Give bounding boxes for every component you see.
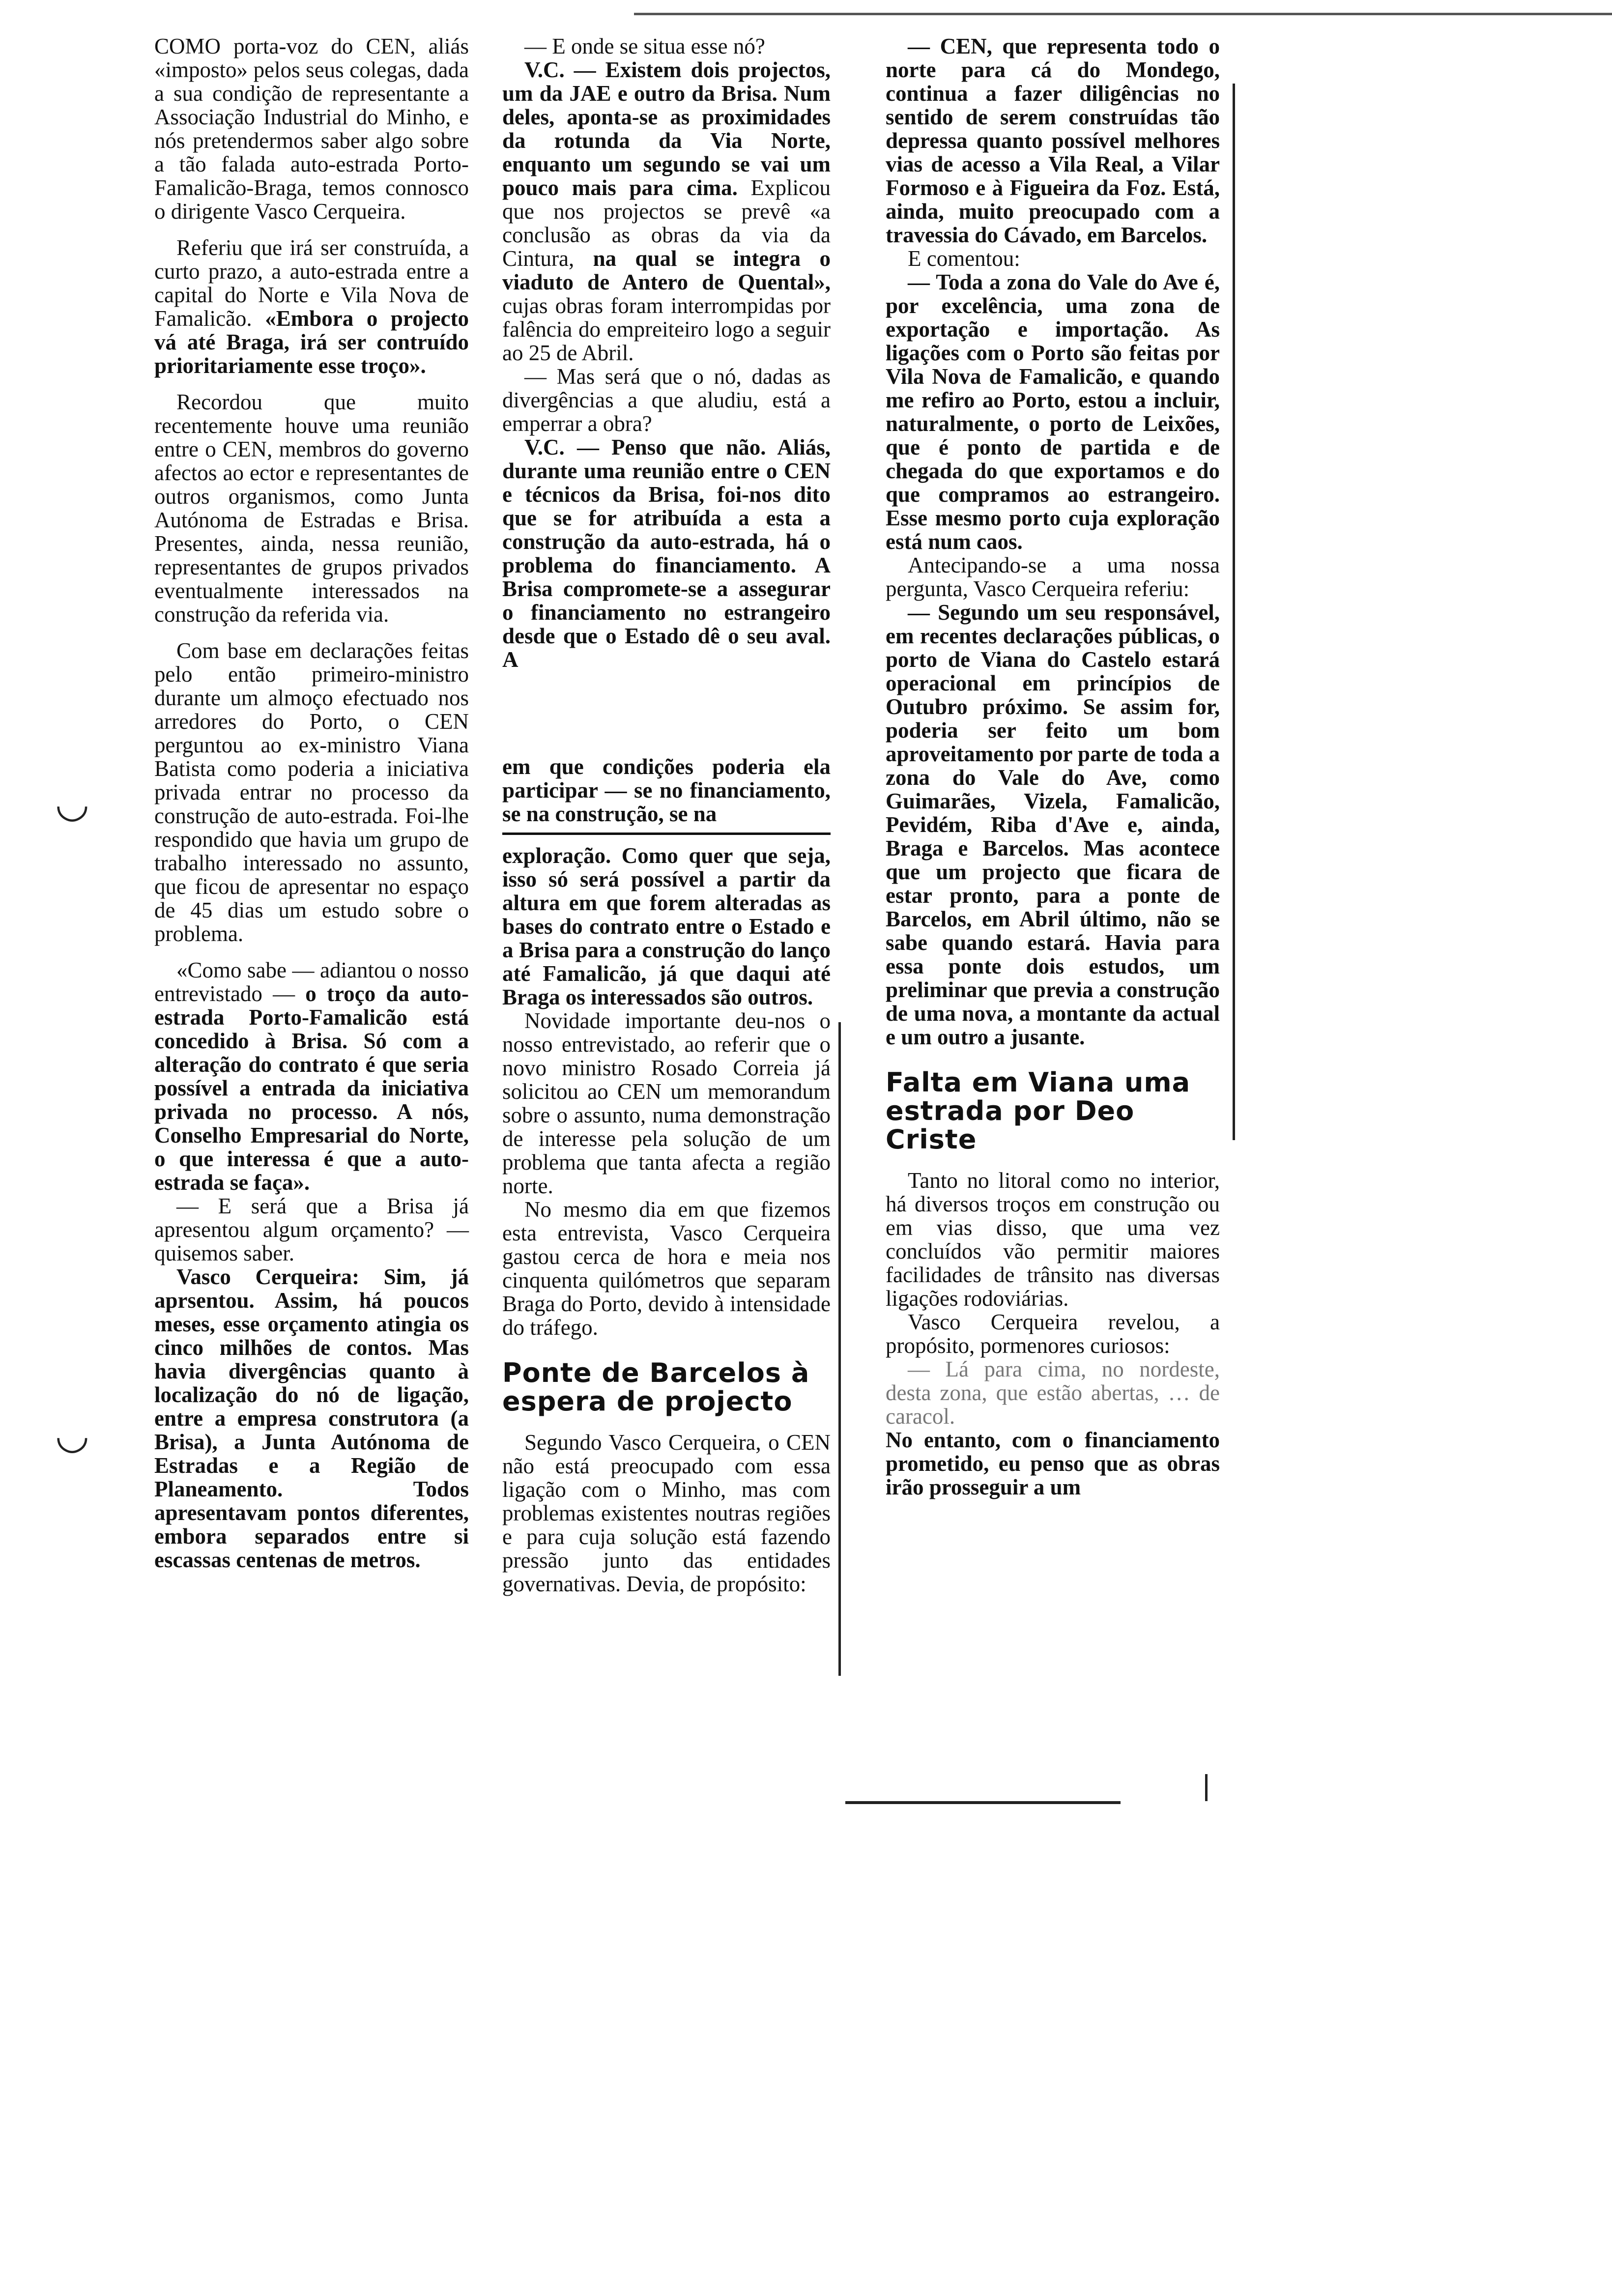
paragraph: Com base em declarações feitas pelo então primeiro-ministro durante um almoço efectuado nos arredores do Porto, o CEN perguntou ao ex-ministro Viana Batista como poderia a iniciativa privada entrar no processo da construção de auto-estrada. Foi-lhe respondido que havia um grupo de trabalho interessado no assunto, que ficou de apresentar no espaço de 45 dias um estudo sobre o problema. bbox=[154, 638, 469, 946]
article-column-2 bbox=[502, 34, 831, 1596]
paragraph: — E será que a Brisa já apresentou algum orçamento? — quisemos saber. bbox=[154, 1194, 469, 1265]
paragraph: Recordou que muito recentemente houve uma reunião entre o CEN, membros do governo afectos ao ector e representantes de outros organismos, como Junta Autónoma de Estradas e Brisa. Presentes, ainda, nessa reunião, representantes de grupos privados eventualmente interessados na construção da referida via. bbox=[154, 390, 469, 627]
blurred-text bbox=[502, 676, 831, 750]
margin-mark: ◡ bbox=[55, 1412, 89, 1458]
paragraph: Novidade importante deu-nos o nosso entrevistado, ao referir que o novo ministro Rosado Correia já solicitou ao CEN um memorandum sobre o assunto, numa demonstração de interesse pela solução de um problema que tanta afecta a região norte. bbox=[502, 1008, 831, 1198]
paragraph: — E onde se situa esse nó? bbox=[524, 34, 765, 58]
paragraph: — Mas será que o nó, dadas as divergências a que aludiu, está a emperrar a obra? bbox=[502, 364, 831, 436]
bottom-rule bbox=[845, 1801, 1121, 1804]
paragraph: COMO porta-voz do CEN, aliás «imposto» pelos seus colegas, dada a sua condição de representante a Associação Industrial do Minho, e nós pretendermos saber algo sobre a tão falada auto-estrada Porto-Famalicão-Braga, temos connosco o dirigente Vasco Cerqueira. bbox=[154, 34, 469, 224]
paragraph: V.C. — Existem dois projectos, um da JAE e outro da Brisa. Num deles, aponta-se as proximidades da rotunda da Via Norte, enquanto um segundo se vai um pouco mais para cima. Explicou que nos projectos se prevê «a conclusão as obras da via da Cintura, na qual se integra o viaduto de Antero de Quental», cujas obras foram interrompidas por falência do empreiteiro logo a seguir ao 25 de Abril. bbox=[502, 57, 831, 365]
paragraph: Antecipando-se a uma nossa pergunta, Vasco Cerqueira referiu: bbox=[886, 553, 1220, 601]
paragraph: — Toda a zona do Vale do Ave é, por excelência, uma zona de exportação e importação. As ligações com o Porto são feitas por Vila Nova de Famalicão, e quando me refiro ao Porto, estou a incluir, naturalmente, o porto de Leixões, que é ponto de partida e de chegada do que exportamos e do que compramos ao estrangeiro. Esse mesmo porto cuja exploração está num caos. bbox=[886, 270, 1220, 554]
paragraph: Vasco Cerqueira revelou, a propósito, pormenores curiosos: bbox=[886, 1310, 1220, 1358]
paragraph: Referiu que irá ser construída, a curto prazo, a auto-estrada entre a capital do Norte e Vila Nova de Famalicão. «Embora o projecto vá até Braga, irá ser contruído prioritariamente esse troço». bbox=[154, 235, 469, 378]
paragraph: — Lá para cima, no nordeste, desta zona, que estão abertas, … de caracol. bbox=[886, 1357, 1220, 1429]
paragraph: No entanto, com o financiamento prometido, eu penso que as obras irão prosseguir a um bbox=[886, 1428, 1220, 1499]
paragraph: — Segundo um seu responsável, em recentes declarações públicas, o porto de Viana do Castelo estará operacional em princípios de Outubro próximo. Se assim for, poderia ser feito um bom aproveitamento por parte de toda a zona do Vale do Ave, como Guimarães, Vizela, Famalicão, Pevidém, Riba d'Ave e, ainda, Braga e Barcelos. Mas acontece que um projecto que ficara de estar pronto, para a ponte de Barcelos, em Abril último, não se sabe quando estará. Havia para essa ponte dois estudos, um preliminar que previa a construção de uma nova, a montante da actual e um outro a jusante. bbox=[886, 600, 1220, 1049]
column-rule bbox=[502, 832, 831, 835]
subheading: Ponte de Barcelos à espera de projecto bbox=[502, 1357, 810, 1417]
paragraph: em que condições poderia ela participar — se no financiamento, se na construção, se na bbox=[502, 754, 831, 826]
article-column-3 bbox=[886, 34, 1220, 1499]
paragraph: «Como sabe — adiantou o nosso entrevistado — o troço da auto-estrada Porto-Famalicão está concedido à Brisa. Só com a alteração do contrato é que seria possível a entrada da iniciativa privada no processo. A nós, Conselho Empresarial do Norte, o que interessa é que a auto-estrada se faça». bbox=[154, 958, 469, 1195]
article-column-1 bbox=[154, 34, 469, 1572]
paragraph: — CEN, que representa todo o norte para cá do Mondego, continua a fazer diligências no sentido de serem construídas tão depressa quanto possível melhores vias de acesso a Vila Real, a Vilar Formoso e à Figueira da Foz. Está, ainda, muito preocupado com a travessia do Cávado, em Barcelos. bbox=[886, 34, 1220, 247]
subheading: Falta em Viana uma estrada por Deo Criste bbox=[886, 1067, 1191, 1155]
paragraph: No mesmo dia em que fizemos esta entrevista, Vasco Cerqueira gastou cerca de hora e meia nos cinquenta quilómetros que separam Braga do Porto, devido à intensidade do tráfego. bbox=[502, 1197, 831, 1340]
paragraph: exploração. Como quer que seja, isso só será possível a partir da altura em que forem alteradas as bases do contrato entre o Estado e a Brisa para a construção do lanço até Famalicão, já que daqui até Braga os interessados são outros. bbox=[502, 843, 831, 1009]
paragraph: Segundo Vasco Cerqueira, o CEN não está preocupado com essa ligação com o Minho, mas com problemas existentes noutras regiões e para cuja solução está fazendo pressão junto das entidades governativas. Devia, de propósito: bbox=[502, 1430, 831, 1596]
margin-mark: ◡ bbox=[55, 780, 89, 826]
column-divider bbox=[1233, 84, 1235, 1140]
column-divider bbox=[1205, 1774, 1208, 1801]
paragraph: E comentou: bbox=[908, 246, 1020, 271]
paragraph: Tanto no litoral como no interior, há diversos troços em construção ou em vias disso, que uma vez concluídos vão permitir maiores facilidades de trânsito nas diversas ligações rodoviárias. bbox=[886, 1168, 1220, 1311]
column-divider bbox=[838, 1022, 841, 1676]
paragraph: V.C. — Penso que não. Aliás, durante uma reunião entre o CEN e técnicos da Brisa, foi-nos dito que se for atribuída a esta a construção da auto-estrada, há o problema do financiamento. A Brisa compromete-se a assegurar o financiamento no estrangeiro desde que o Estado dê o seu aval. A bbox=[502, 435, 831, 672]
paragraph: Vasco Cerqueira: Sim, já aprsentou. Assim, há poucos meses, esse orçamento atingia os cinco milhões de contos. Mas havia divergências quanto à localização do nó de ligação, entre a empresa construtora (a Brisa), a Junta Autónoma de Estradas e a Região de Planeamento. Todos apresentavam pontos diferentes, embora separados entre si escassas centenas de metros. bbox=[154, 1264, 469, 1572]
top-rule bbox=[634, 13, 1612, 15]
